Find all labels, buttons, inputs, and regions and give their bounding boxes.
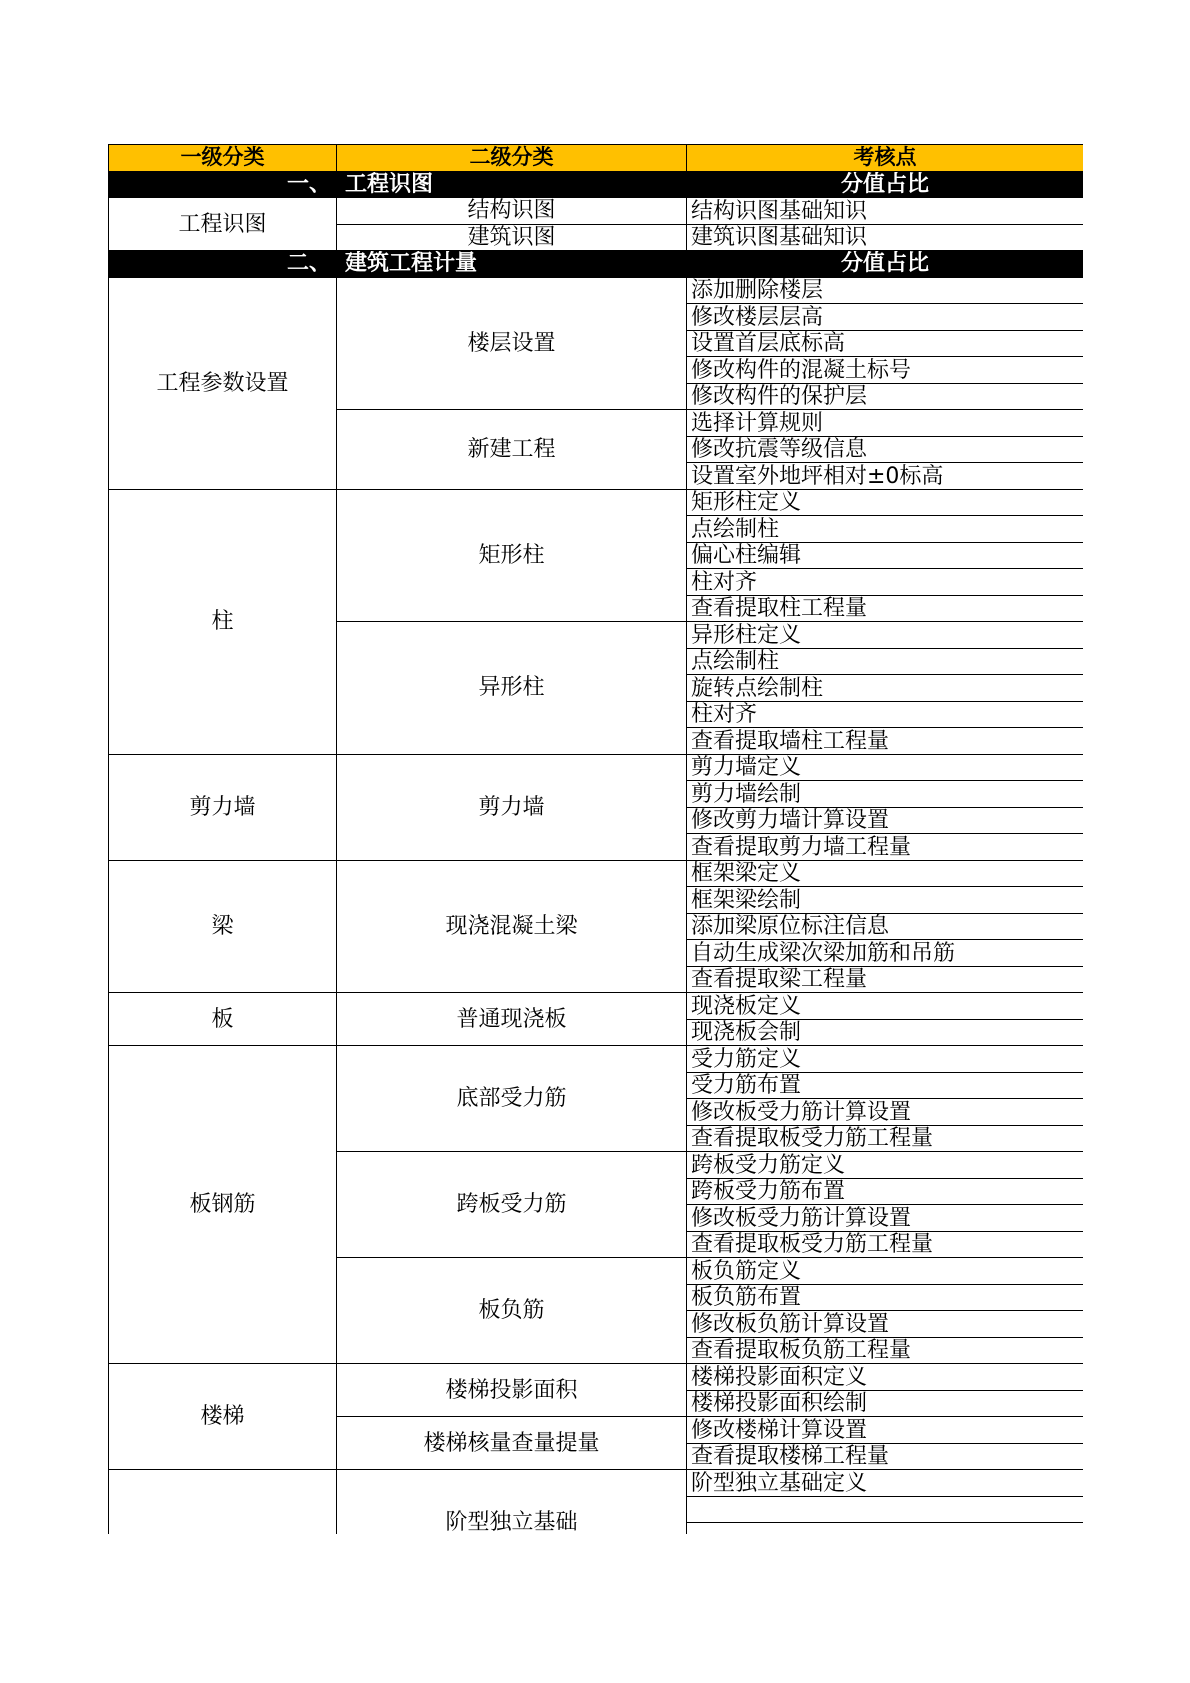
subcategory-cell: 板负筋 bbox=[337, 1258, 687, 1364]
subcategory-cell: 底部受力筋 bbox=[337, 1046, 687, 1152]
assessment-point-cell: 楼梯投影面积绘制 bbox=[687, 1390, 1084, 1417]
table-row bbox=[109, 1364, 1084, 1391]
subcategory-cell: 新建工程 bbox=[337, 410, 687, 490]
subcategory-cell: 剪力墙 bbox=[337, 754, 687, 860]
assessment-point-cell: 查看提取柱工程量 bbox=[687, 595, 1084, 622]
subcategory-cell: 建筑识图 bbox=[337, 224, 687, 251]
assessment-point-cell: 设置室外地坪相对±0标高 bbox=[687, 463, 1084, 490]
assessment-point-cell bbox=[687, 1523, 1084, 1535]
subcategory-cell: 普通现浇板 bbox=[337, 993, 687, 1046]
section-number: 二、 bbox=[287, 251, 332, 277]
category-cell: 工程识图 bbox=[109, 198, 337, 251]
subcategory-cell: 阶型独立基础 bbox=[337, 1470, 687, 1535]
assessment-point-cell: 受力筋定义 bbox=[687, 1046, 1084, 1073]
assessment-point-cell: 修改抗震等级信息 bbox=[687, 436, 1084, 463]
assessment-point-cell: 跨板受力筋定义 bbox=[687, 1152, 1084, 1179]
assessment-point-cell: 修改板受力筋计算设置 bbox=[687, 1205, 1084, 1232]
assessment-point-cell: 修改剪力墙计算设置 bbox=[687, 807, 1084, 834]
assessment-point-cell: 阶型独立基础定义 bbox=[687, 1470, 1084, 1497]
assessment-point-cell: 修改板负筋计算设置 bbox=[687, 1311, 1084, 1338]
assessment-point-cell: 异形柱定义 bbox=[687, 622, 1084, 649]
subcategory-cell: 结构识图 bbox=[337, 198, 687, 225]
category-cell bbox=[109, 1470, 337, 1535]
assessment-point-cell: 旋转点绘制柱 bbox=[687, 675, 1084, 702]
subcategory-cell: 现浇混凝土梁 bbox=[337, 860, 687, 993]
section-title-cell bbox=[109, 171, 687, 198]
section-ratio-label: 分值占比 bbox=[687, 251, 1084, 278]
assessment-point-cell: 跨板受力筋布置 bbox=[687, 1178, 1084, 1205]
assessment-point-cell: 柱对齐 bbox=[687, 701, 1084, 728]
assessment-point-cell: 点绘制柱 bbox=[687, 648, 1084, 675]
assessment-point-cell: 查看提取楼梯工程量 bbox=[687, 1443, 1084, 1470]
assessment-point-cell: 修改构件的保护层 bbox=[687, 383, 1084, 410]
assessment-point-cell: 点绘制柱 bbox=[687, 516, 1084, 543]
assessment-point-cell: 选择计算规则 bbox=[687, 410, 1084, 437]
category-cell: 工程参数设置 bbox=[109, 277, 337, 489]
header-col1: 一级分类 bbox=[109, 145, 337, 172]
table-row bbox=[109, 754, 1084, 781]
assessment-point-cell: 板负筋定义 bbox=[687, 1258, 1084, 1285]
category-cell: 剪力墙 bbox=[109, 754, 337, 860]
assessment-point-cell: 现浇板定义 bbox=[687, 993, 1084, 1020]
assessment-point-cell bbox=[687, 1496, 1084, 1523]
category-cell: 梁 bbox=[109, 860, 337, 993]
assessment-point-cell: 现浇板会制 bbox=[687, 1019, 1084, 1046]
section-number: 一、 bbox=[287, 171, 332, 197]
assessment-table-container bbox=[108, 144, 1083, 1534]
assessment-point-cell: 矩形柱定义 bbox=[687, 489, 1084, 516]
assessment-point-cell: 受力筋布置 bbox=[687, 1072, 1084, 1099]
subcategory-cell: 跨板受力筋 bbox=[337, 1152, 687, 1258]
assessment-point-cell: 修改楼层层高 bbox=[687, 304, 1084, 331]
assessment-point-cell: 设置首层底标高 bbox=[687, 330, 1084, 357]
assessment-point-cell: 查看提取墙柱工程量 bbox=[687, 728, 1084, 755]
table-row bbox=[109, 993, 1084, 1020]
assessment-point-cell: 剪力墙绘制 bbox=[687, 781, 1084, 808]
assessment-point-cell: 查看提取板受力筋工程量 bbox=[687, 1125, 1084, 1152]
assessment-point-cell: 添加梁原位标注信息 bbox=[687, 913, 1084, 940]
assessment-point-cell: 柱对齐 bbox=[687, 569, 1084, 596]
assessment-point-cell: 结构识图基础知识 bbox=[687, 198, 1084, 225]
table-row bbox=[109, 277, 1084, 304]
category-cell: 柱 bbox=[109, 489, 337, 754]
category-cell: 板 bbox=[109, 993, 337, 1046]
header-row bbox=[109, 145, 1084, 172]
subcategory-cell: 矩形柱 bbox=[337, 489, 687, 622]
assessment-point-cell: 修改构件的混凝土标号 bbox=[687, 357, 1084, 384]
assessment-point-cell: 楼梯投影面积定义 bbox=[687, 1364, 1084, 1391]
table-row bbox=[109, 198, 1084, 225]
subcategory-cell: 楼梯投影面积 bbox=[337, 1364, 687, 1417]
assessment-point-cell: 修改楼梯计算设置 bbox=[687, 1417, 1084, 1444]
assessment-point-cell: 偏心柱编辑 bbox=[687, 542, 1084, 569]
section-title-cell bbox=[109, 251, 687, 278]
table-row bbox=[109, 1046, 1084, 1073]
section-row bbox=[109, 171, 1084, 198]
assessment-point-cell: 框架梁定义 bbox=[687, 860, 1084, 887]
assessment-point-cell: 修改板受力筋计算设置 bbox=[687, 1099, 1084, 1126]
assessment-point-cell: 查看提取板受力筋工程量 bbox=[687, 1231, 1084, 1258]
table-row bbox=[109, 489, 1084, 516]
assessment-point-cell: 框架梁绘制 bbox=[687, 887, 1084, 914]
assessment-point-cell: 查看提取梁工程量 bbox=[687, 966, 1084, 993]
category-cell: 板钢筋 bbox=[109, 1046, 337, 1364]
section-ratio-label: 分值占比 bbox=[687, 171, 1084, 198]
assessment-point-cell: 建筑识图基础知识 bbox=[687, 224, 1084, 251]
header-col2: 二级分类 bbox=[337, 145, 687, 172]
table-row bbox=[109, 860, 1084, 887]
assessment-point-cell: 自动生成梁次梁加筋和吊筋 bbox=[687, 940, 1084, 967]
subcategory-cell: 楼层设置 bbox=[337, 277, 687, 410]
assessment-table bbox=[108, 144, 1083, 1534]
section-row bbox=[109, 251, 1084, 278]
assessment-point-cell: 剪力墙定义 bbox=[687, 754, 1084, 781]
section-title: 建筑工程计量 bbox=[345, 251, 478, 277]
header-col3: 考核点 bbox=[687, 145, 1084, 172]
assessment-point-cell: 板负筋布置 bbox=[687, 1284, 1084, 1311]
category-cell: 楼梯 bbox=[109, 1364, 337, 1470]
subcategory-cell: 楼梯核量查量提量 bbox=[337, 1417, 687, 1470]
assessment-point-cell: 查看提取板负筋工程量 bbox=[687, 1337, 1084, 1364]
section-title: 工程识图 bbox=[345, 171, 434, 197]
subcategory-cell: 异形柱 bbox=[337, 622, 687, 755]
assessment-point-cell: 查看提取剪力墙工程量 bbox=[687, 834, 1084, 861]
assessment-point-cell: 添加删除楼层 bbox=[687, 277, 1084, 304]
table-row bbox=[109, 1470, 1084, 1497]
